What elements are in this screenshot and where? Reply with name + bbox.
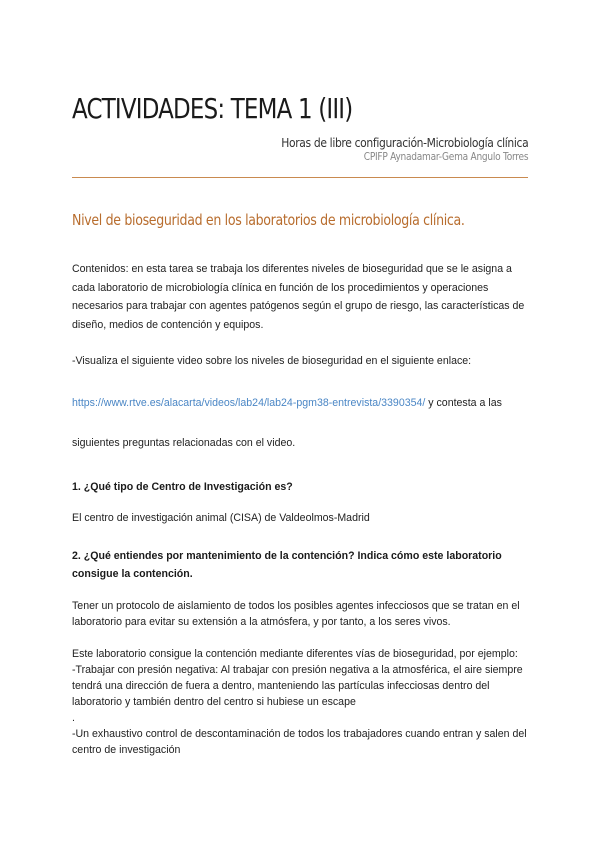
answer-2: Tener un protocolo de aislamiento de todos los posibles agentes infecciosos que se tratan en el laboratorio para evitar su extensión a la atmósfera, y por tanto, a los seres vivos.	[72, 600, 520, 628]
visualiza-paragraph: -Visualiza el siguiente video sobre los niveles de bioseguridad en el siguiente enlace:	[72, 355, 472, 367]
question-1: 1. ¿Qué tipo de Centro de Investigación es?	[72, 481, 293, 493]
course-subtitle: Horas de libre configuración-Microbiología clínica	[280, 135, 528, 150]
link-suffix: y contesta a las	[425, 397, 502, 409]
answer-2-item-pressure: -Trabajar con presión negativa: Al trabajar con presión negativa a la atmosférica, el aire siempre tendrá una dirección de fuera a dentro, manteniendo las partículas infecciosas dentro del laboratorio y también dentro del centro si hubiese un escape	[72, 664, 523, 708]
section-heading: Nivel de bioseguridad en los laboratorios de microbiología clínica.	[72, 211, 465, 229]
author-line: CPIFP Aynadamar-Gema Angulo Torres	[363, 151, 528, 163]
question-2: 2. ¿Qué entiendes por mantenimiento de la contención? Indica cómo este laboratorio consigue la contención.	[72, 550, 502, 580]
header-divider	[72, 177, 528, 178]
page-title: ACTIVIDADES: TEMA 1 (III)	[72, 92, 353, 125]
answer-2-details	[72, 646, 532, 758]
siguientes-paragraph: siguientes preguntas relacionadas con el video.	[72, 437, 296, 449]
video-link-line	[72, 395, 532, 411]
answer-2-intro: Este laboratorio consigue la contención mediante diferentes vías de bioseguridad, por ejemplo:	[72, 648, 518, 660]
contenidos-paragraph: Contenidos: en esta tarea se trabaja los diferentes niveles de bioseguridad que se le asigna a cada laboratorio de microbiología clínica en función de los procedimientos y operaciones necesarios para trabajar con agentes patógenos según el grupo de riesgo, las características de diseño, medios de contención y equipos.	[72, 263, 525, 331]
answer-1: El centro de investigación animal (CISA) de Valdeolmos-Madrid	[72, 512, 370, 524]
video-link[interactable]: https://www.rtve.es/alacarta/videos/lab24/lab24-pgm38-entrevista/3390354/	[72, 397, 426, 409]
answer-2-item-decontamination: -Un exhaustivo control de descontaminación de todos los trabajadores cuando entran y salen del centro de investigación	[72, 728, 527, 756]
answer-2-dot: .	[72, 712, 75, 724]
